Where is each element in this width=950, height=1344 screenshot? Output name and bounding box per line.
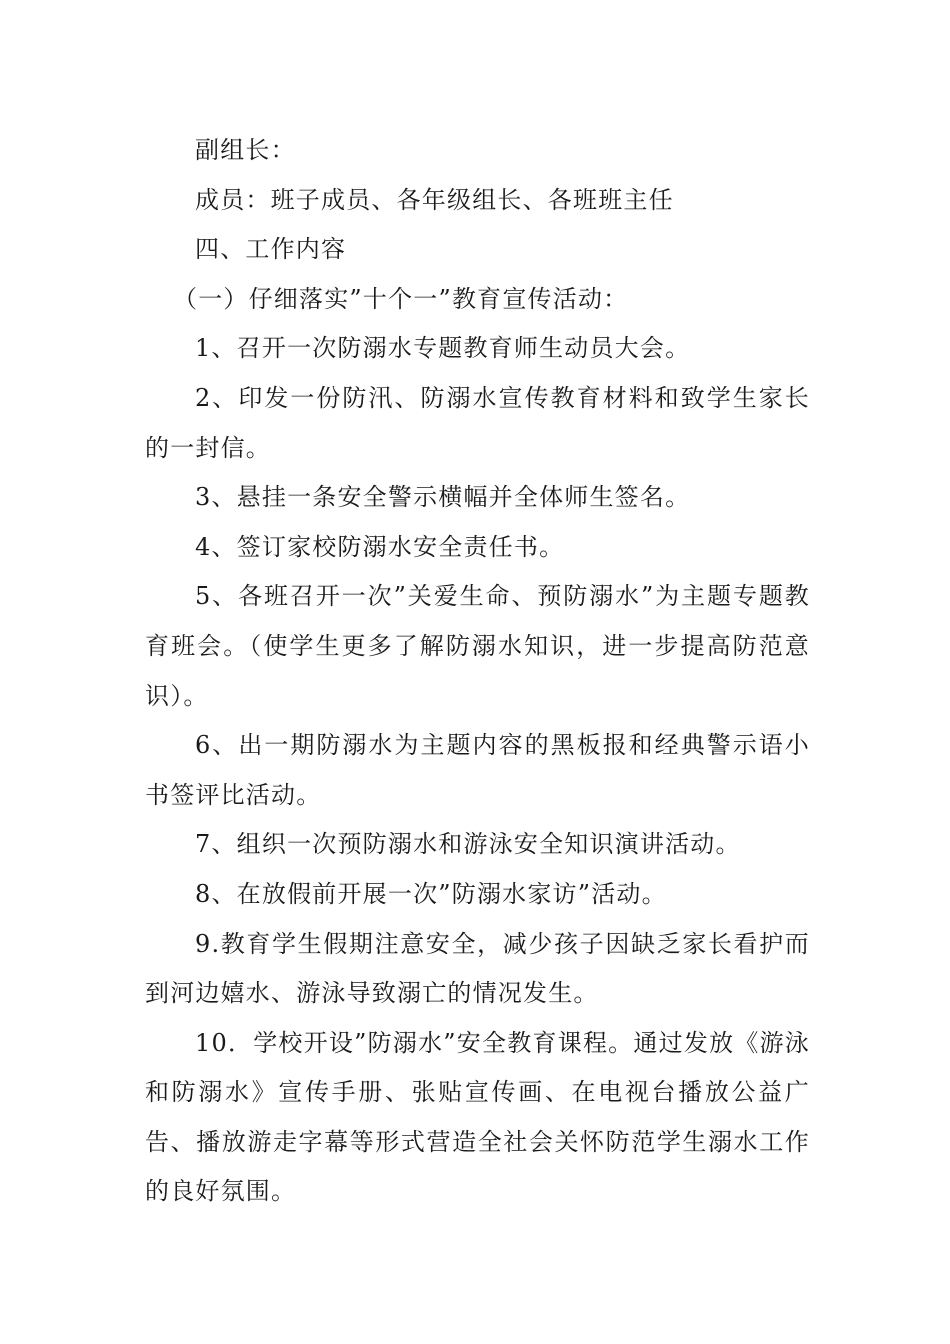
list-item-3: 3、悬挂一条安全警示横幅并全体师生签名。 xyxy=(195,483,691,512)
list-item-5: 5、各班召开一次”关爱生命、预防溺水”为主题专题教育班会。（使学生更多了解防溺水知识，进一步提高防范意识）。 xyxy=(145,582,810,710)
list-item-2: 2、印发一份防汛、防溺水宣传教育材料和致学生家长的一封信。 xyxy=(145,383,810,462)
subsection-heading-ten-ones: （一）仔细落实”十个一”教育宣传活动： xyxy=(173,284,629,313)
paragraph-members: 成员：班子成员、各年级组长、各班班主任 xyxy=(195,185,674,214)
section-heading-work-content: 四、工作内容 xyxy=(195,235,347,264)
paragraph-deputy-leader: 副组长： xyxy=(195,136,296,164)
list-item-1: 1、召开一次防溺水专题教育师生动员大会。 xyxy=(195,334,691,363)
list-item-6: 6、出一期防溺水为主题内容的黑板报和经典警示语小书签评比活动。 xyxy=(145,731,810,809)
list-item-8: 8、在放假前开展一次”防溺水家访”活动。 xyxy=(195,879,667,908)
list-item-9: 9.教育学生假期注意安全，减少孩子因缺乏家长看护而到河边嬉水、游泳导致溺亡的情况发生。 xyxy=(145,929,810,1008)
list-item-4: 4、签订家校防溺水安全责任书。 xyxy=(195,532,565,561)
list-item-7: 7、组织一次预防溺水和游泳安全知识演讲活动。 xyxy=(195,830,741,859)
list-item-10: 10．学校开设”防溺水”安全教育课程。通过发放《游泳和防溺水》宣传手册、张贴宣传画、在电视台播放公益广告、播放游走字幕等形式营造全社会关怀防范学生溺水工作的良好氛围。 xyxy=(145,1028,810,1206)
document-body xyxy=(145,126,810,1217)
